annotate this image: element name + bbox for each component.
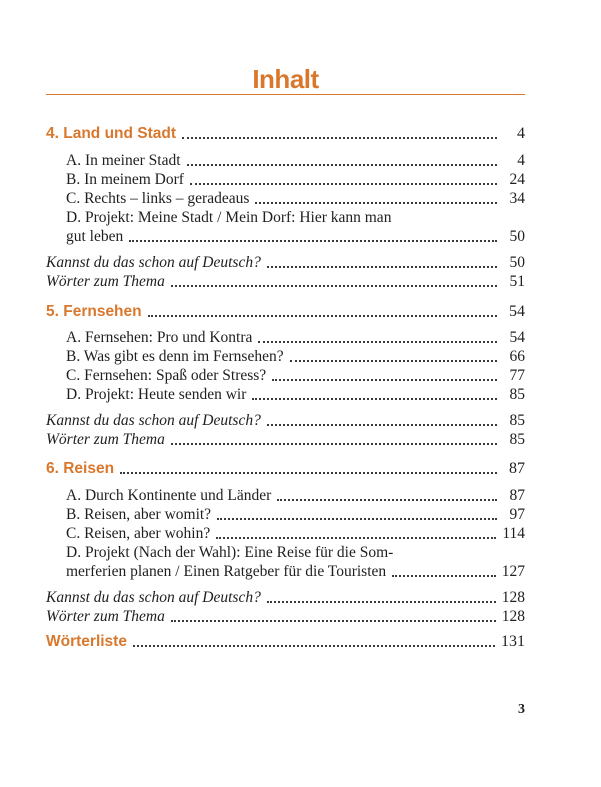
dot-leader bbox=[272, 366, 497, 386]
dot-leader bbox=[171, 272, 497, 292]
page-ref: 50 bbox=[509, 254, 525, 271]
page-ref: 66 bbox=[509, 348, 525, 365]
page-number: 3 bbox=[518, 702, 525, 717]
page-ref: 54 bbox=[509, 303, 525, 320]
page-ref: 127 bbox=[501, 563, 525, 580]
toc-item[interactable] bbox=[66, 385, 525, 405]
toc-check[interactable] bbox=[46, 588, 525, 608]
item-title: Wörter zum Thema bbox=[46, 608, 165, 625]
page-ref: 85 bbox=[509, 431, 525, 448]
toc-words[interactable] bbox=[46, 430, 525, 450]
dot-leader bbox=[267, 411, 497, 431]
dot-leader bbox=[148, 302, 497, 322]
page-ref: 131 bbox=[501, 633, 525, 650]
page-ref: 114 bbox=[502, 525, 525, 542]
toc-item[interactable] bbox=[66, 170, 525, 190]
dot-leader bbox=[267, 253, 497, 273]
toc-chapter-4[interactable] bbox=[46, 124, 525, 144]
toc-item[interactable] bbox=[66, 328, 525, 348]
chapter-title: 6. Reisen bbox=[46, 460, 115, 477]
chapter-title: 5. Fernsehen bbox=[46, 303, 142, 320]
toc-words[interactable] bbox=[46, 272, 525, 292]
toc-check[interactable] bbox=[46, 253, 525, 273]
item-title: Wörter zum Thema bbox=[46, 273, 165, 290]
page-ref: 128 bbox=[501, 589, 525, 606]
page-ref: 50 bbox=[509, 228, 525, 245]
dot-leader bbox=[252, 385, 497, 405]
toc-item[interactable] bbox=[66, 227, 525, 247]
dot-leader bbox=[133, 632, 495, 652]
page-ref: 4 bbox=[517, 125, 525, 142]
toc-item[interactable] bbox=[66, 189, 525, 209]
item-title: C. Fernsehen: Spaß oder Stress? bbox=[66, 367, 267, 384]
toc-glossary[interactable] bbox=[46, 632, 525, 652]
item-title: Wörter zum Thema bbox=[46, 431, 165, 448]
toc-item[interactable] bbox=[66, 505, 525, 525]
toc-chapter-6[interactable] bbox=[46, 459, 525, 479]
dot-leader bbox=[171, 430, 497, 450]
dot-leader bbox=[129, 227, 497, 247]
title-underline bbox=[46, 94, 525, 95]
item-title: Kannst du das schon auf Deutsch? bbox=[46, 412, 261, 429]
item-title: A. Durch Kontinente und Länder bbox=[66, 487, 272, 504]
dot-leader bbox=[216, 524, 496, 544]
toc-item[interactable] bbox=[66, 347, 525, 367]
toc-words[interactable] bbox=[46, 607, 525, 627]
dot-leader bbox=[120, 459, 497, 479]
dot-leader bbox=[277, 486, 497, 506]
item-title: C. Rechts – links – geradeaus bbox=[66, 190, 250, 207]
page-ref: 34 bbox=[509, 190, 525, 207]
item-title: Kannst du das schon auf Deutsch? bbox=[46, 589, 261, 606]
toc-check[interactable] bbox=[46, 411, 525, 431]
page-ref: 97 bbox=[509, 506, 525, 523]
toc-item[interactable] bbox=[66, 562, 525, 582]
item-title: C. Reisen, aber wohin? bbox=[66, 525, 211, 542]
item-title: B. Was gibt es denn im Fernsehen? bbox=[66, 348, 284, 365]
toc-item-line[interactable]: D. Projekt: Meine Stadt / Mein Dorf: Hier kann man bbox=[66, 209, 392, 226]
page-ref: 87 bbox=[509, 487, 525, 504]
item-title: A. In meiner Stadt bbox=[66, 152, 181, 169]
dot-leader bbox=[217, 505, 497, 525]
item-title: B. Reisen, aber womit? bbox=[66, 506, 212, 523]
page-ref: 51 bbox=[509, 273, 525, 290]
chapter-title: Wörterliste bbox=[46, 633, 127, 650]
dot-leader bbox=[392, 562, 496, 582]
dot-leader bbox=[290, 347, 497, 367]
dot-leader bbox=[171, 607, 496, 627]
page-ref: 54 bbox=[509, 329, 525, 346]
chapter-title: 4. Land und Stadt bbox=[46, 125, 177, 142]
dot-leader bbox=[187, 151, 497, 171]
dot-leader bbox=[182, 124, 497, 144]
toc-item[interactable] bbox=[66, 486, 525, 506]
item-title: D. Projekt: Heute senden wir bbox=[66, 386, 247, 403]
toc-item[interactable] bbox=[66, 524, 525, 544]
page-ref: 85 bbox=[509, 412, 525, 429]
item-title: merferien planen / Einen Ratgeber für die Touristen bbox=[66, 563, 387, 580]
dot-leader bbox=[190, 170, 497, 190]
item-title: gut leben bbox=[66, 228, 124, 245]
toc-item[interactable] bbox=[66, 366, 525, 386]
toc-chapter-5[interactable] bbox=[46, 302, 525, 322]
page-ref: 87 bbox=[509, 460, 525, 477]
dot-leader bbox=[267, 588, 496, 608]
item-title: A. Fernsehen: Pro und Kontra bbox=[66, 329, 253, 346]
page-ref: 77 bbox=[509, 367, 525, 384]
dot-leader bbox=[255, 189, 497, 209]
page-ref: 4 bbox=[517, 152, 525, 169]
dot-leader bbox=[258, 328, 497, 348]
item-title: B. In meinem Dorf bbox=[66, 171, 184, 188]
page-ref: 128 bbox=[501, 608, 525, 625]
toc-item-line[interactable]: D. Projekt (Nach der Wahl): Eine Reise für die Som- bbox=[66, 544, 394, 561]
page-ref: 24 bbox=[509, 171, 525, 188]
page-ref: 85 bbox=[509, 386, 525, 403]
toc-item[interactable] bbox=[66, 151, 525, 171]
item-title: Kannst du das schon auf Deutsch? bbox=[46, 254, 261, 271]
page-title: Inhalt bbox=[252, 64, 319, 94]
